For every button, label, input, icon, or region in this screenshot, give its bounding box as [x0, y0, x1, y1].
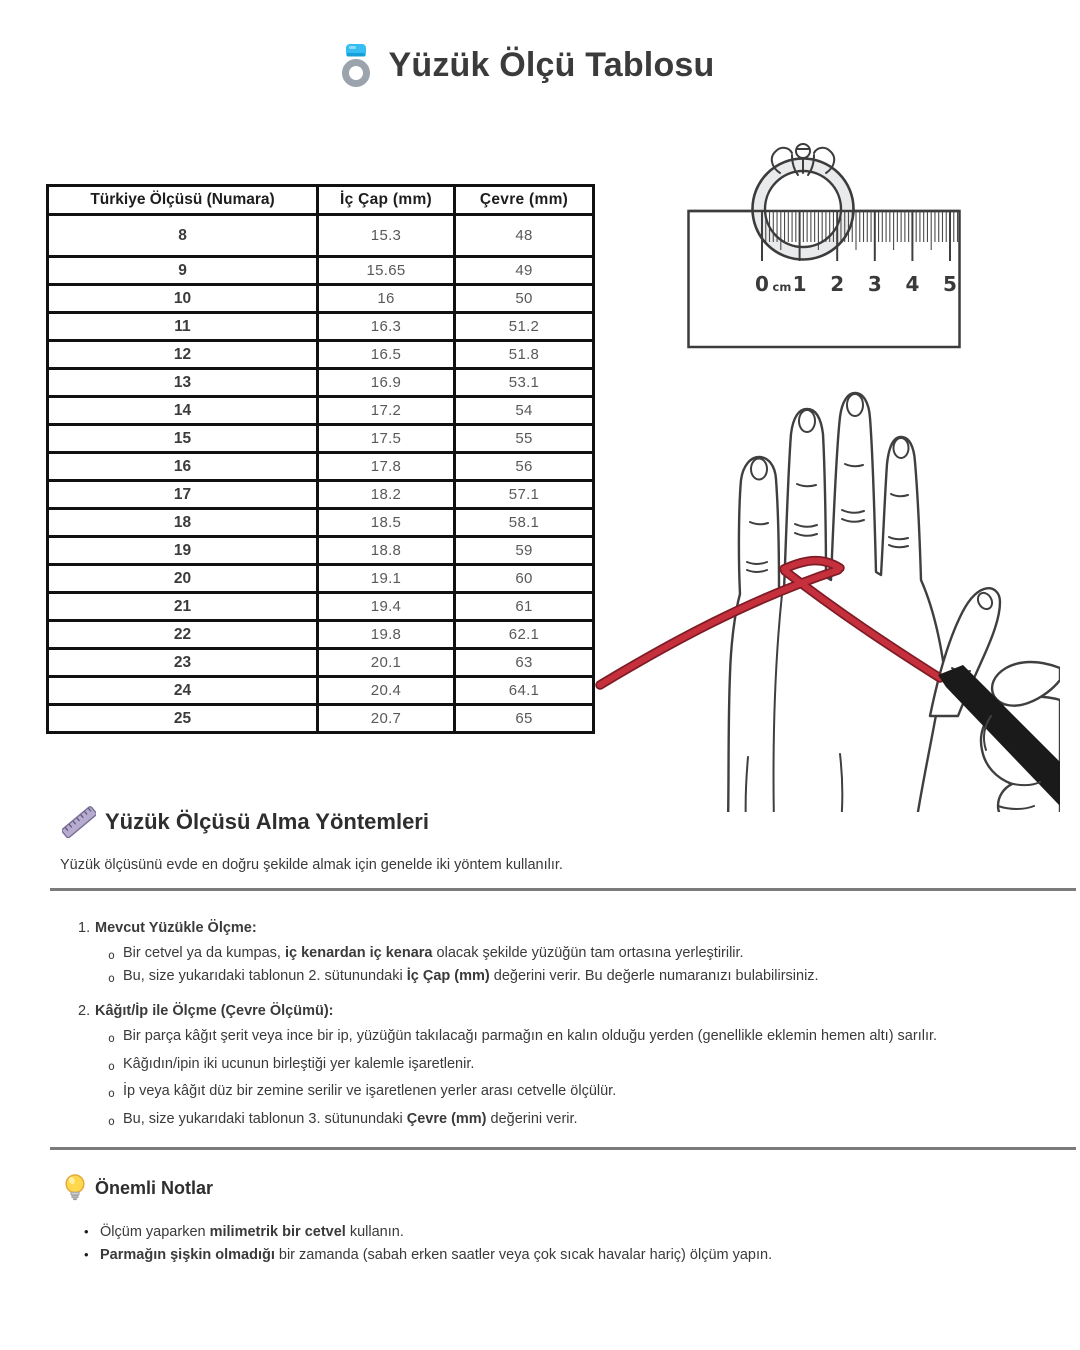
note-bullet	[84, 1222, 1004, 1242]
ruler-number: 0	[755, 272, 769, 296]
list-number: 1.	[78, 920, 91, 936]
value-cell: 18.5	[318, 509, 455, 537]
methods-heading: Yüzük Ölçüsü Alma Yöntemleri	[105, 809, 429, 834]
ring-on-ruler-figure	[675, 133, 975, 365]
ruler-unit-label: cm	[772, 280, 792, 294]
value-cell: 19.4	[318, 593, 455, 621]
value-cell: 62.1	[455, 621, 594, 649]
value-cell: 63	[455, 649, 594, 677]
note-bullet-text: Parmağın şişkin olmadığı bir zamanda (sabah erken saatler veya çok sıcak havalar hariç) ölçüm yapın.	[100, 1247, 773, 1263]
sub-bullet-text: Bu, size yukarıdaki tablonun 2. sütunundaki İç Çap (mm) değerini verir. Bu değerle numaranızı bulabilirsiniz.	[123, 968, 819, 984]
size-number-cell: 16	[48, 453, 318, 481]
table-row	[48, 397, 594, 425]
sub-bullet	[108, 1109, 1028, 1131]
sub-bullet-list	[78, 943, 1028, 988]
value-cell: 48	[455, 215, 594, 257]
ring-emoji-icon	[337, 42, 375, 88]
value-cell: 57.1	[455, 481, 594, 509]
value-cell: 51.2	[455, 313, 594, 341]
value-cell: 49	[455, 257, 594, 285]
value-cell: 16.5	[318, 341, 455, 369]
table-row	[48, 537, 594, 565]
table-row	[48, 649, 594, 677]
method-item	[78, 918, 1028, 988]
table-row	[48, 257, 594, 285]
sub-bullet	[108, 1054, 1028, 1076]
size-number-cell: 12	[48, 341, 318, 369]
value-cell: 17.5	[318, 425, 455, 453]
size-number-cell: 19	[48, 537, 318, 565]
sub-bullet-marker: o	[108, 1058, 115, 1073]
size-number-cell: 11	[48, 313, 318, 341]
sub-bullet-marker: o	[108, 948, 115, 962]
size-number-cell: 18	[48, 509, 318, 537]
ruler-number: 3	[867, 272, 882, 296]
divider	[50, 1147, 1076, 1150]
sub-bullet-text: Kâğıdın/ipin iki ucunun birleştiği yer kalemle işaretlenir.	[123, 1055, 475, 1072]
lightbulb-emoji-icon	[62, 1172, 88, 1204]
table-header-cell: Türkiye Ölçüsü (Numara)	[48, 186, 318, 215]
sub-bullet-marker: o	[108, 1113, 115, 1128]
ruler-number: 1	[792, 272, 807, 296]
table-row	[48, 481, 594, 509]
sub-bullet	[108, 1026, 1028, 1048]
table-row	[48, 453, 594, 481]
page-title: Yüzük Ölçü Tablosu	[388, 45, 715, 84]
table-row	[48, 621, 594, 649]
value-cell: 61	[455, 593, 594, 621]
sub-bullet-text: Bir cetvel ya da kumpas, iç kenardan iç kenara olacak şekilde yüzüğün tam ortasına yerleştirilir.	[123, 945, 744, 961]
sub-bullet-text: İp veya kâğıt düz bir zemine serilir ve işaretlenen yerler arası cetvelle ölçülür.	[123, 1083, 617, 1099]
note-bullet-marker: •	[84, 1224, 89, 1239]
table-header-cell: İç Çap (mm)	[318, 186, 455, 215]
note-bullet	[84, 1245, 1004, 1265]
notes-heading: Önemli Notlar	[95, 1177, 214, 1198]
size-number-cell: 9	[48, 257, 318, 285]
value-cell: 19.8	[318, 621, 455, 649]
table-row	[48, 593, 594, 621]
method-item	[78, 1001, 1028, 1131]
table-row	[48, 285, 594, 313]
size-number-cell: 10	[48, 285, 318, 313]
sub-bullet-marker: o	[108, 971, 115, 985]
note-bullet-text: Ölçüm yaparken milimetrik bir cetvel kullanın.	[100, 1224, 404, 1240]
divider	[50, 888, 1076, 891]
sub-bullet	[108, 966, 1028, 988]
page-title-row	[0, 42, 1066, 88]
ruler-number: 5	[943, 272, 957, 296]
table-row	[48, 341, 594, 369]
size-number-cell: 14	[48, 397, 318, 425]
size-number-cell: 15	[48, 425, 318, 453]
size-number-cell: 21	[48, 593, 318, 621]
hand-string-figure	[588, 372, 1060, 812]
method-item-heading	[78, 918, 1028, 938]
table-row	[48, 677, 594, 705]
note-bullet-marker: •	[84, 1247, 89, 1262]
notes-list	[84, 1222, 1004, 1268]
method-title: Mevcut Yüzükle Ölçme:	[95, 920, 257, 936]
notes-heading-row	[62, 1172, 213, 1204]
sub-bullet-marker: o	[108, 1086, 115, 1100]
table-row	[48, 565, 594, 593]
value-cell: 16.3	[318, 313, 455, 341]
sub-bullet-text: Bu, size yukarıdaki tablonun 3. sütunundaki Çevre (mm) değerini verir.	[123, 1110, 578, 1127]
value-cell: 51.8	[455, 341, 594, 369]
sub-bullet	[108, 1081, 1028, 1103]
sub-bullet-marker: o	[108, 1031, 115, 1045]
value-cell: 18.8	[318, 537, 455, 565]
value-cell: 55	[455, 425, 594, 453]
value-cell: 50	[455, 285, 594, 313]
methods-heading-row	[62, 806, 429, 838]
table-row	[48, 425, 594, 453]
value-cell: 20.1	[318, 649, 455, 677]
ruler-number: 4	[905, 272, 920, 296]
size-number-cell: 20	[48, 565, 318, 593]
table-header-cell: Çevre (mm)	[455, 186, 594, 215]
value-cell: 60	[455, 565, 594, 593]
size-number-cell: 25	[48, 705, 318, 733]
value-cell: 19.1	[318, 565, 455, 593]
size-table-body	[48, 215, 594, 733]
method-item-heading	[78, 1001, 1028, 1021]
value-cell: 17.8	[318, 453, 455, 481]
value-cell: 56	[455, 453, 594, 481]
size-table	[46, 184, 595, 734]
ruler-emoji-icon	[62, 806, 96, 838]
ruler-number: 2	[830, 272, 845, 296]
sub-bullet	[108, 943, 1028, 965]
size-number-cell: 8	[48, 215, 318, 257]
value-cell: 54	[455, 397, 594, 425]
sub-bullet-text: Bir parça kâğıt şerit veya ince bir ip, yüzüğün takılacağı parmağın en kalın olduğu yerden (genellikle eklemin hemen altı) sarılır.	[123, 1028, 938, 1044]
value-cell: 16	[318, 285, 455, 313]
size-number-cell: 17	[48, 481, 318, 509]
size-number-cell: 22	[48, 621, 318, 649]
value-cell: 18.2	[318, 481, 455, 509]
table-header-row	[48, 186, 594, 215]
table-row	[48, 369, 594, 397]
value-cell: 58.1	[455, 509, 594, 537]
value-cell: 65	[455, 705, 594, 733]
list-number: 2.	[78, 1003, 91, 1019]
value-cell: 53.1	[455, 369, 594, 397]
table-row	[48, 313, 594, 341]
table-row	[48, 215, 594, 257]
value-cell: 17.2	[318, 397, 455, 425]
value-cell: 15.65	[318, 257, 455, 285]
table-row	[48, 509, 594, 537]
size-number-cell: 23	[48, 649, 318, 677]
method-title: Kâğıt/İp ile Ölçme (Çevre Ölçümü):	[95, 1003, 334, 1019]
value-cell: 20.4	[318, 677, 455, 705]
size-number-cell: 13	[48, 369, 318, 397]
value-cell: 59	[455, 537, 594, 565]
value-cell: 16.9	[318, 369, 455, 397]
methods-intro: Yüzük ölçüsünü evde en doğru şekilde almak için genelde iki yöntem kullanılır.	[60, 857, 563, 873]
table-row	[48, 705, 594, 733]
sub-bullet-list	[78, 1026, 1028, 1131]
value-cell: 15.3	[318, 215, 455, 257]
methods-list	[78, 918, 1028, 1144]
value-cell: 20.7	[318, 705, 455, 733]
value-cell: 64.1	[455, 677, 594, 705]
size-number-cell: 24	[48, 677, 318, 705]
